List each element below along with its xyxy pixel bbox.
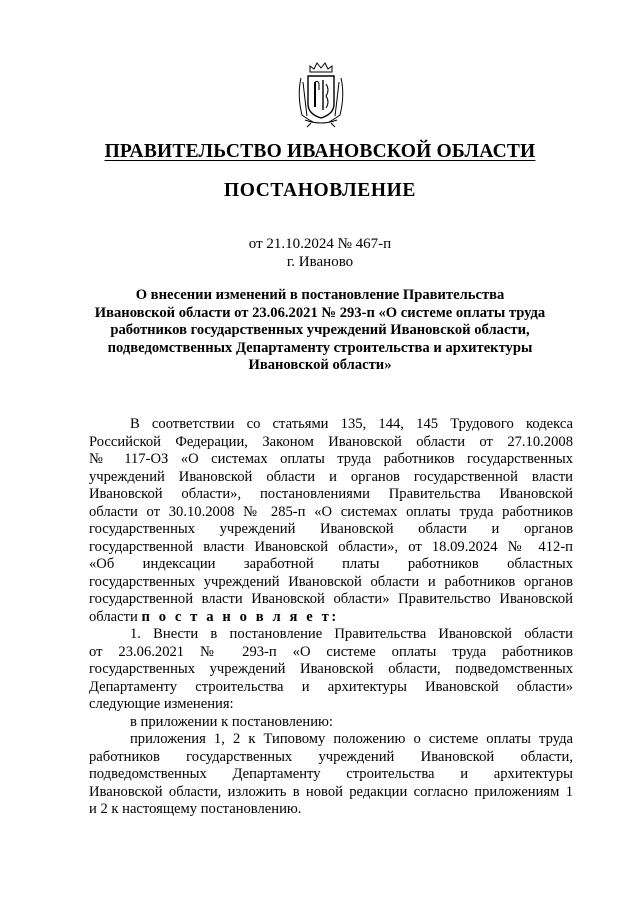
- body-line: государственной власти Ивановской области» Правительство Ивановской: [89, 591, 573, 607]
- body-line: области от 30.10.2008 № 285-п «О системах оплаты труда работников: [89, 503, 573, 520]
- body-line: подведомственных Департаменту строительства и архитектуры: [89, 766, 573, 782]
- body-line: от 23.06.2021 № 293-п «О системе оплаты труда работников: [89, 643, 573, 660]
- body-line: Ивановской области», постановлениями Правительства Ивановской: [89, 486, 573, 502]
- body-line: Российской Федерации, Законом Ивановской области от 27.10.2008: [89, 433, 573, 450]
- document-body: [89, 416, 573, 819]
- body-line: приложения 1, 2 к Типовому положению о системе оплаты труда: [130, 731, 573, 747]
- body-line: В соответствии со статьями 135, 144, 145 Трудового кодекса: [130, 416, 573, 432]
- body-line: государственных учреждений Ивановской области и работников органов: [89, 573, 573, 590]
- body-line: «Об индексации заработной платы работников областных: [89, 556, 573, 572]
- body-line: Департаменту строительства и архитектуры Ивановской области»: [89, 678, 573, 695]
- document-meta: [0, 236, 640, 271]
- resolves-word: п о с т а н о в л я е т:: [141, 608, 339, 625]
- body-line: № 117-ОЗ «О системах оплаты труда работников государственных: [89, 451, 573, 467]
- body-line-resolve: [89, 609, 573, 627]
- body-line: области: [89, 608, 138, 625]
- coat-of-arms-icon: [293, 60, 349, 128]
- body-line: следующие изменения:: [89, 696, 234, 712]
- body-line: 1. Внести в постановление Правительства Ивановской области: [130, 626, 573, 642]
- body-line: Ивановской области, изложить в новой редакции согласно приложениям 1: [89, 783, 573, 800]
- body-line: государственных учреждений Ивановской области, подведомственных: [89, 661, 573, 677]
- title-line: работников государственных учреждений Ивановской области,: [110, 322, 530, 338]
- title-line: Ивановской области»: [248, 357, 392, 373]
- body-line: учреждений Ивановской области и органов государственной власти: [89, 468, 573, 485]
- city: г. Иваново: [286, 253, 354, 270]
- document-type-heading: ПОСТАНОВЛЕНИЕ: [223, 180, 417, 201]
- body-line: государственной власти Ивановской области», от 18.09.2024 № 412-п: [89, 538, 573, 555]
- document-title: [80, 287, 560, 375]
- organization-heading: ПРАВИТЕЛЬСТВО ИВАНОВСКОЙ ОБЛАСТИ: [104, 141, 536, 162]
- date-number: от 21.10.2024 № 467-п: [248, 236, 392, 252]
- body-line: государственных учреждений Ивановской области и органов: [89, 521, 573, 537]
- title-line: О внесении изменений в постановление Правительства: [135, 287, 505, 303]
- body-line: в приложении к постановлению:: [130, 713, 333, 730]
- title-line: подведомственных Департаменту строительства и архитектуры: [107, 339, 533, 356]
- body-line: и 2 к настоящему постановлению.: [89, 801, 302, 817]
- title-line: Ивановской области от 23.06.2021 № 293-п «О системе оплаты труда: [94, 304, 546, 321]
- body-line: работников государственных учреждений Ивановской области,: [89, 748, 573, 765]
